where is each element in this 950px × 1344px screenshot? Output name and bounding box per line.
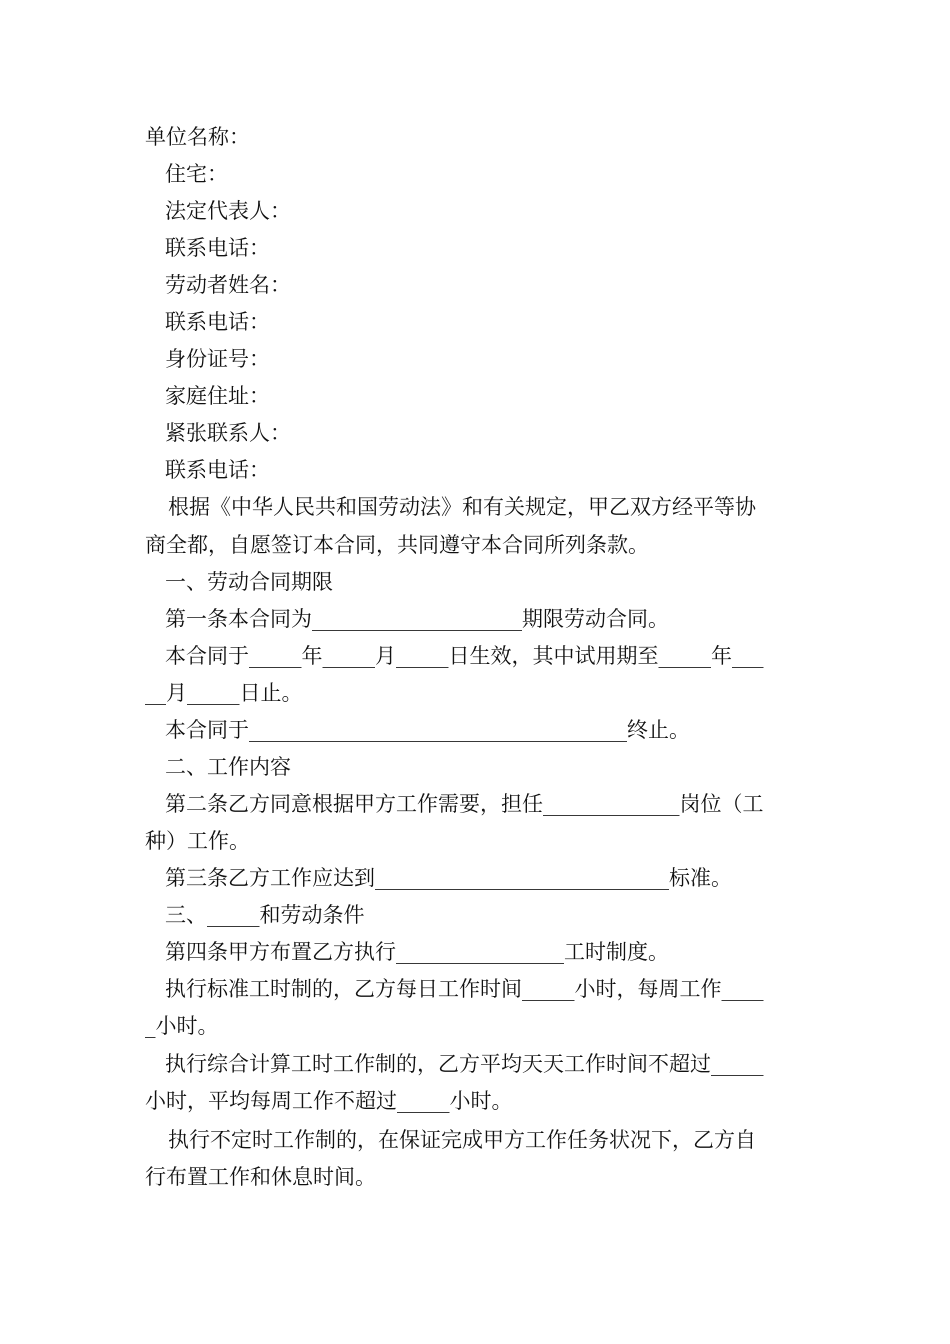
contract-end-line: 本合同于____________________________________终止。 bbox=[165, 718, 690, 742]
comprehensive-hours-line-2: 小时，平均每周工作不超过_____小时。 bbox=[145, 1089, 513, 1113]
standard-hours-line-2: _小时。 bbox=[145, 1014, 219, 1038]
section-3-heading: 三、_____和劳动条件 bbox=[165, 903, 365, 927]
contract-start-line-2: __月_____日止。 bbox=[145, 681, 303, 705]
home-address-label: 家庭住址： bbox=[165, 384, 270, 408]
legal-representative-label: 法定代表人： bbox=[165, 199, 291, 223]
emergency-phone-label: 联系电话： bbox=[165, 458, 270, 482]
worker-phone-label: 联系电话： bbox=[165, 310, 270, 334]
comprehensive-hours-line-1: 执行综合计算工时工作制的，乙方平均天天工作时间不超过_____ bbox=[165, 1052, 764, 1076]
unit-name-label: 单位名称： bbox=[145, 125, 250, 149]
article-1-text: 第一条本合同为____________________期限劳动合同。 bbox=[165, 607, 669, 631]
section-2-heading: 二、工作内容 bbox=[165, 755, 291, 779]
preamble-line-1: 根据《中华人民共和国劳动法》和有关规定，甲乙双方经平等协 bbox=[168, 495, 756, 519]
worker-name-label: 劳动者姓名： bbox=[165, 273, 291, 297]
section-1-heading: 一、劳动合同期限 bbox=[165, 570, 333, 594]
id-number-label: 身份证号： bbox=[165, 347, 270, 371]
employer-phone-label: 联系电话： bbox=[165, 236, 270, 260]
emergency-contact-label: 紧张联系人： bbox=[165, 421, 291, 445]
contract-start-line-1: 本合同于_____年_____月_____日生效，其中试用期至_____年___ bbox=[165, 644, 764, 668]
article-3-text: 第三条乙方工作应达到____________________________标准。 bbox=[165, 866, 732, 890]
residence-label: 住宅： bbox=[165, 162, 228, 186]
standard-hours-line-1: 执行标准工时制的，乙方每日工作时间_____小时，每周工作____ bbox=[165, 977, 764, 1001]
article-2-line-1: 第二条乙方同意根据甲方工作需要，担任_____________岗位（工 bbox=[165, 792, 764, 816]
article-4-text: 第四条甲方布置乙方执行________________工时制度。 bbox=[165, 940, 669, 964]
flexible-hours-line-2: 行布置工作和休息时间。 bbox=[145, 1165, 376, 1189]
preamble-line-2: 商全都，自愿签订本合同，共同遵守本合同所列条款。 bbox=[145, 533, 649, 557]
flexible-hours-line-1: 执行不定时工作制的，在保证完成甲方工作任务状况下，乙方自 bbox=[168, 1128, 756, 1152]
article-2-line-2: 种）工作。 bbox=[145, 829, 250, 853]
